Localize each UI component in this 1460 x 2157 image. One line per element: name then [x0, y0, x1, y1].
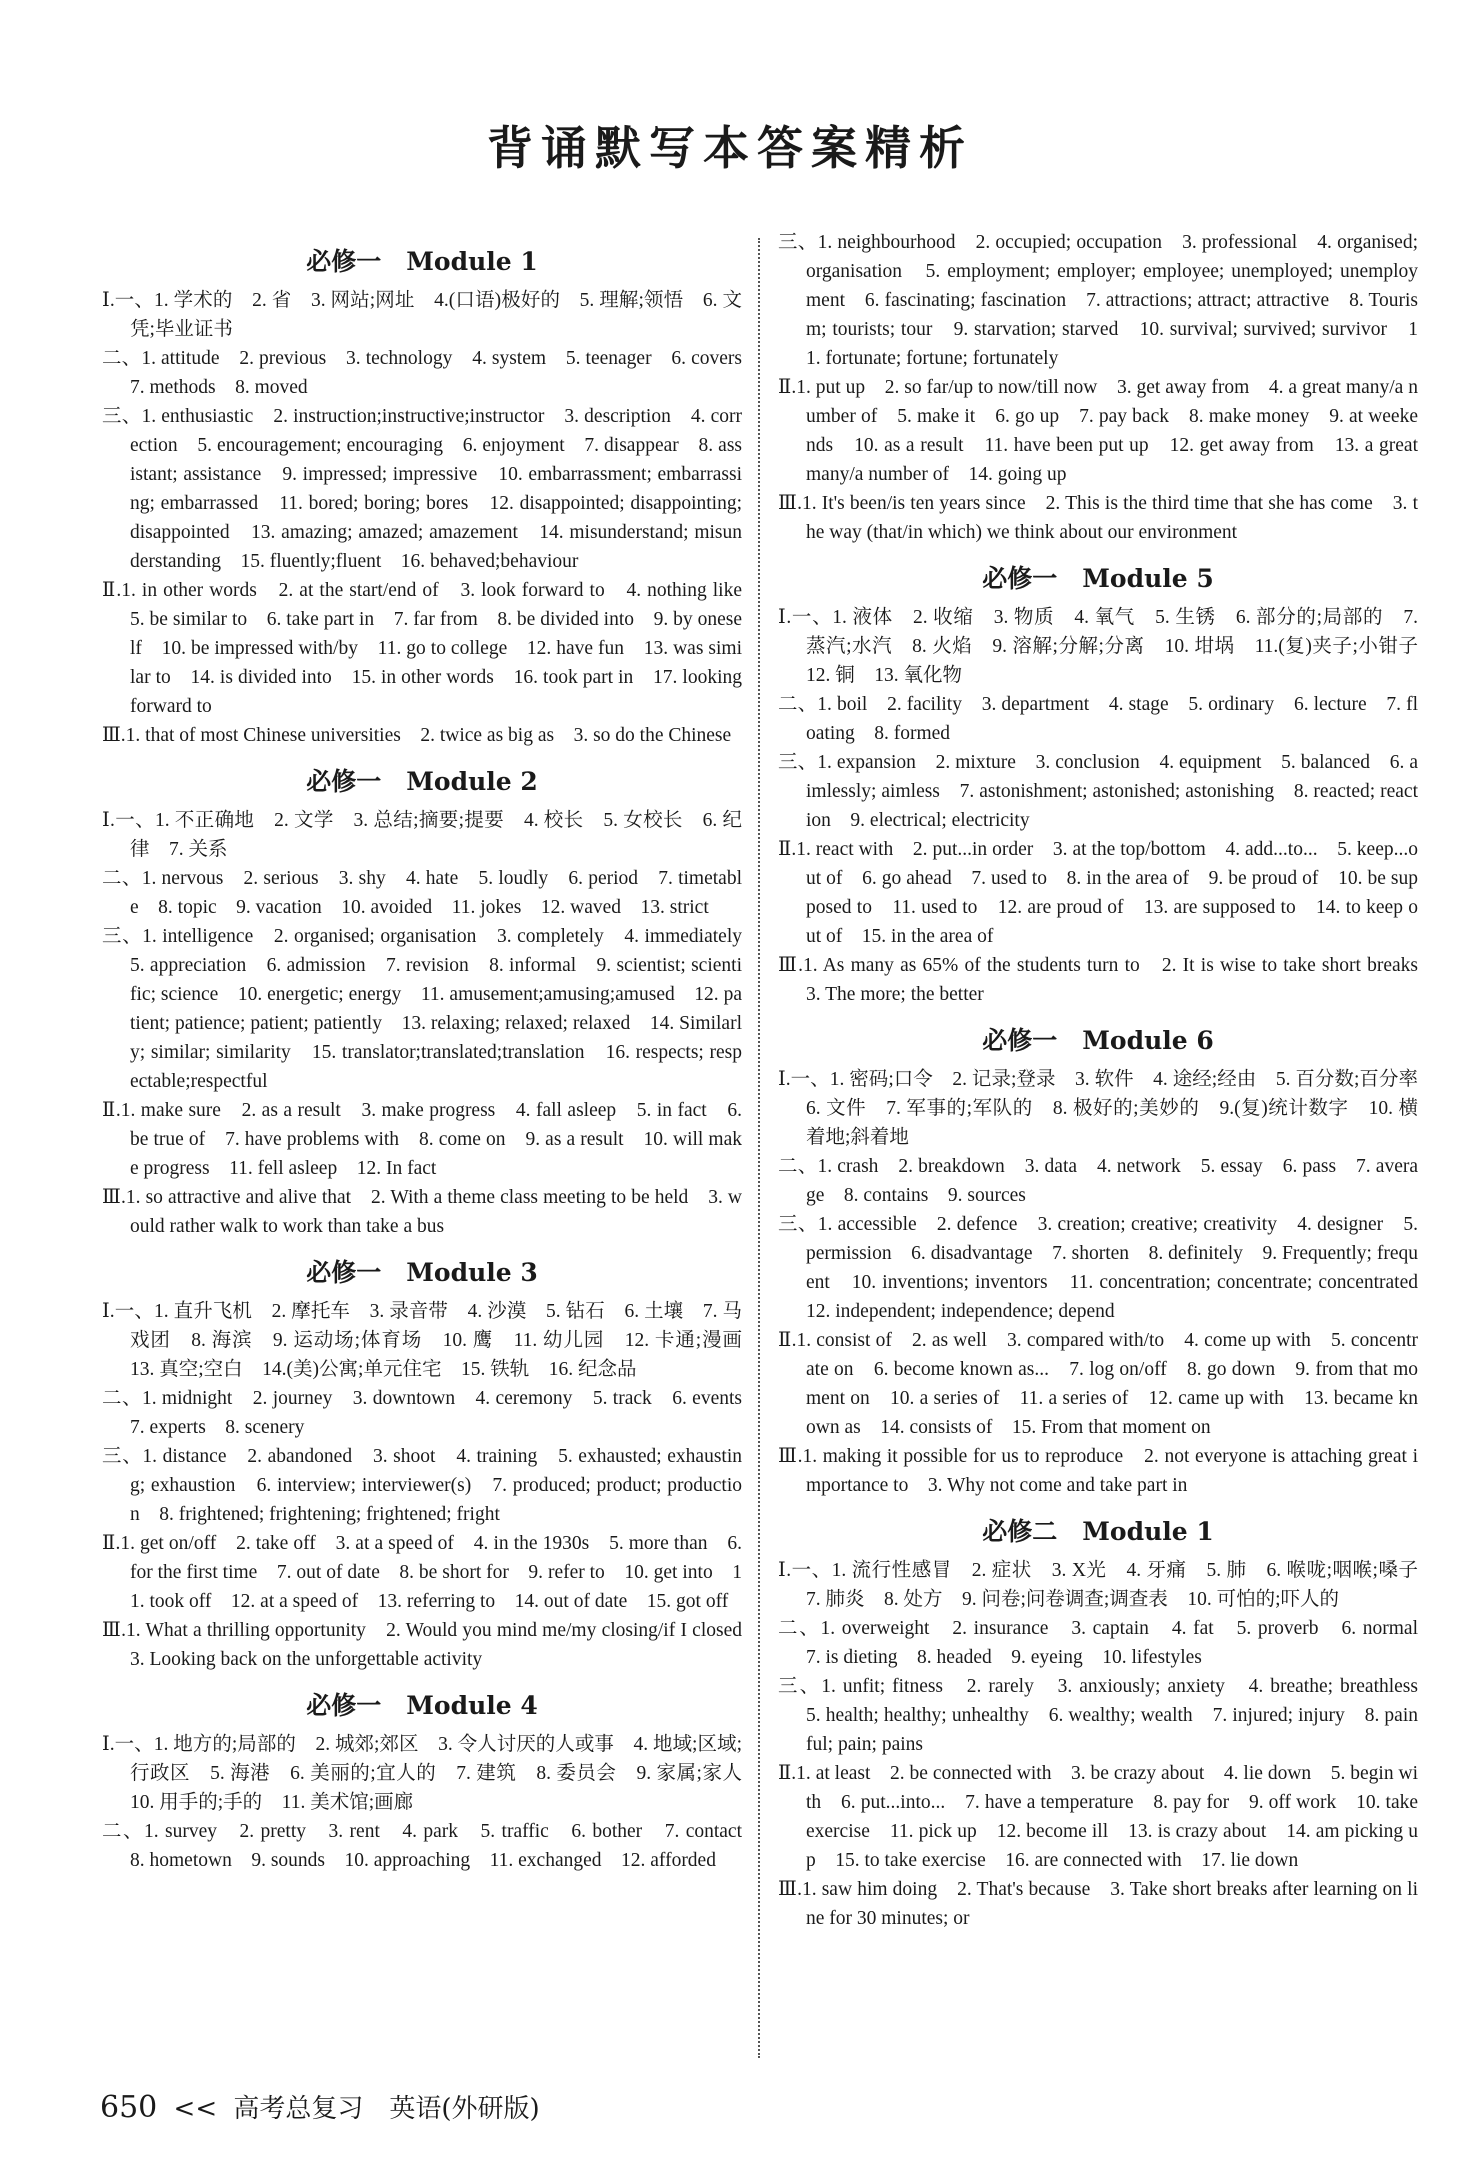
answer-paragraph: Ⅲ.1. saw him doing 2. That's because 3. Take short breaks after learning on line for 30 minutes; or: [778, 1879, 1418, 1929]
double-chevron-icon: <<: [173, 2094, 218, 2124]
answer-section: [778, 228, 1418, 547]
answer-paragraph: 二、1. overweight 2. insurance 3. captain 4. fat 5. proverb 6. normal 7. is dieting 8. headed 9. eyeing 10. lifestyles: [778, 1618, 1438, 1668]
answer-paragraph: 三、1. unfit; fitness 2. rarely 3. anxiously; anxiety 4. breathe; breathless 5. health; healthy; unhealthy 6. wealthy; wealth 7. injured; injury 8. painful; pain; pains: [778, 1676, 1438, 1755]
answer-section: [102, 1686, 762, 1875]
answer-paragraph: Ⅱ.1. at least 2. be connected with 3. be crazy about 4. lie down 5. begin with 6. put...into... 7. have a temperature 8. pay for 9. off work 10. take exercise 11. pick up 12. become ill 13. is crazy about 14. am picking up 15. to take exercise 16. are connected with 17. lie down: [778, 1763, 1418, 1871]
section-heading: 必修一 Module 2: [306, 767, 538, 796]
answer-paragraph: Ⅲ.1. so attractive and alive that 2. With a theme class meeting to be held 3. would rather walk to work than take a bus: [102, 1187, 742, 1237]
answer-paragraph: Ⅰ.一、1. 地方的;局部的 2. 城郊;郊区 3. 令人讨厌的人或事 4. 地域;区域;行政区 5. 海港 6. 美丽的;宜人的 7. 建筑 8. 委员会 9. 家属;家人 10. 用手的;手的 11. 美术馆;画廊: [102, 1734, 762, 1813]
answer-paragraph: 二、1. midnight 2. journey 3. downtown 4. ceremony 5. track 6. events 7. experts 8. scenery: [102, 1388, 762, 1438]
section-heading: 必修一 Module 1: [306, 247, 538, 276]
answer-paragraph: 二、1. boil 2. facility 3. department 4. stage 5. ordinary 6. lecture 7. floating 8. formed: [778, 694, 1418, 744]
answer-paragraph: 二、1. attitude 2. previous 3. technology 4. system 5. teenager 6. covers 7. methods 8. moved: [102, 348, 762, 398]
answer-section: [102, 762, 762, 1241]
answer-paragraph: Ⅰ.一、1. 流行性感冒 2. 症状 3. X光 4. 牙痛 5. 肺 6. 喉咙;咽喉;嗓子 7. 肺炎 8. 处方 9. 问卷;问卷调查;调查表 10. 可怕的;吓人的: [778, 1560, 1438, 1610]
left-column: [102, 230, 762, 1879]
answer-paragraph: Ⅱ.1. get on/off 2. take off 3. at a speed of 4. in the 1930s 5. more than 6. for the first time 7. out of date 8. be short for 9. refer to 10. get into 11. took off 12. at a speed of 13. referring to 14. out of date 15. got off: [102, 1533, 742, 1612]
answer-paragraph: Ⅲ.1. It's been/is ten years since 2. This is the third time that she has come 3. the way (that/in which) we think about our environment: [778, 493, 1418, 543]
answer-paragraph: 二、1. survey 2. pretty 3. rent 4. park 5. traffic 6. bother 7. contact 8. hometown 9. sounds 10. approaching 11. exchanged 12. afforded: [102, 1821, 762, 1871]
answer-paragraph: 三、1. accessible 2. defence 3. creation; creative; creativity 4. designer 5. permission 6. disadvantage 7. shorten 8. definitely 9. Frequently; frequent 10. inventions; inventors 11. concentration; concentrate; concentrated 12. independent; independence; depend: [778, 1214, 1438, 1322]
section-heading: 必修一 Module 3: [306, 1258, 538, 1287]
section-heading: 必修一 Module 6: [982, 1026, 1214, 1055]
answer-paragraph: Ⅱ.1. in other words 2. at the start/end of 3. look forward to 4. nothing like 5. be similar to 6. take part in 7. far from 8. be divided into 9. by oneself 10. be impressed with/by 11. go to college 12. have fun 13. was similar to 14. is divided into 15. in other words 16. took part in 17. looking forward to: [102, 580, 762, 717]
book-title: 高考总复习 英语(外研版): [233, 2094, 540, 2124]
answer-paragraph: Ⅲ.1. that of most Chinese universities 2. twice as big as 3. so do the Chinese: [102, 725, 732, 746]
page-number: 650: [100, 2090, 158, 2125]
answer-paragraph: Ⅰ.一、1. 直升飞机 2. 摩托车 3. 录音带 4. 沙漠 5. 钻石 6. 土壤 7. 马戏团 8. 海滨 9. 运动场;体育场 10. 鹰 11. 幼儿园 12. 卡通;漫画 13. 真空;空白 14.(美)公寓;单元住宅 15. 铁轨 16. 纪念品: [102, 1301, 762, 1380]
answer-section: [102, 1253, 762, 1674]
answer-paragraph: Ⅰ.一、1. 密码;口令 2. 记录;登录 3. 软件 4. 途经;经由 5. 百分数;百分率 6. 文件 7. 军事的;军队的 8. 极好的;美妙的 9.(复)统计数字 10. 横着地;斜着地: [778, 1069, 1438, 1148]
answer-paragraph: Ⅰ.一、1. 液体 2. 收缩 3. 物质 4. 氧气 5. 生锈 6. 部分的;局部的 7. 蒸汽;水汽 8. 火焰 9. 溶解;分解;分离 10. 坩埚 11.(复)夹子;小钳子 12. 铜 13. 氧化物: [778, 607, 1438, 686]
column-divider: [758, 238, 760, 2058]
answer-paragraph: Ⅱ.1. make sure 2. as a result 3. make progress 4. fall asleep 5. in fact 6. be true of 7. have problems with 8. come on 9. as a result 10. will make progress 11. fell asleep 12. In fact: [102, 1100, 742, 1179]
answer-paragraph: 三、1. neighbourhood 2. occupied; occupation 3. professional 4. organised; organisation 5. employment; employer; employee; unemployed; unemployment 6. fascinating; fascination 7. attractions; attract; attractive 8. Tourism; tourists; tour 9. starvation; starved 10. survival; survived; survivor 11. fortunate; fortune; fortunately: [778, 232, 1418, 369]
answer-paragraph: Ⅰ.一、1. 不正确地 2. 文学 3. 总结;摘要;提要 4. 校长 5. 女校长 6. 纪律 7. 关系: [102, 810, 742, 860]
answer-paragraph: Ⅱ.1. consist of 2. as well 3. compared with/to 4. come up with 5. concentrate on 6. become known as... 7. log on/off 8. go down 9. from that moment on 10. a series of 11. a series of 12. came up with 13. became known as 14. consists of 15. From that moment on: [778, 1330, 1418, 1438]
answer-section: [102, 242, 762, 750]
right-column: [778, 228, 1438, 1937]
answer-paragraph: 二、1. nervous 2. serious 3. shy 4. hate 5. loudly 6. period 7. timetable 8. topic 9. vacation 10. avoided 11. jokes 12. waved 13. strict: [102, 868, 742, 918]
section-heading: 必修二 Module 1: [982, 1517, 1214, 1546]
answer-paragraph: Ⅱ.1. put up 2. so far/up to now/till now 3. get away from 4. a great many/a number of 5. make it 6. go up 7. pay back 8. make money 9. at weekends 10. as a result 11. have been put up 12. get away from 13. a great many/a number of 14. going up: [778, 377, 1418, 485]
answer-paragraph: 三、1. distance 2. abandoned 3. shoot 4. training 5. exhausted; exhausting; exhaustion 6. interview; interviewer(s) 7. produced; product; production 8. frightened; frightening; frightened; fright: [102, 1446, 742, 1525]
answer-paragraph: Ⅲ.1. What a thrilling opportunity 2. Would you mind me/my closing/if I closed 3. Looking back on the unforgettable activity: [102, 1620, 762, 1670]
answer-paragraph: 二、1. crash 2. breakdown 3. data 4. network 5. essay 6. pass 7. average 8. contains 9. sources: [778, 1156, 1418, 1206]
page-title: 背诵默写本答案精析: [487, 121, 973, 175]
answer-paragraph: Ⅲ.1. making it possible for us to reproduce 2. not everyone is attaching great importance to 3. Why not come and take part in: [778, 1446, 1418, 1496]
answer-paragraph: 三、1. intelligence 2. organised; organisation 3. completely 4. immediately 5. appreciation 6. admission 7. revision 8. informal 9. scientist; scientific; science 10. energetic; energy 11. amusement;amusing;amused 12. patient; patience; patient; patiently 13. relaxing; relaxed; relaxed 14. Similarly; similar; similarity 15. translator;translated;translation 16. respects; respectable;respectful: [102, 926, 762, 1092]
section-heading: 必修一 Module 4: [306, 1691, 538, 1720]
section-heading: 必修一 Module 5: [982, 564, 1214, 593]
answer-section: [778, 559, 1438, 1009]
answer-paragraph: Ⅲ.1. As many as 65% of the students turn to 2. It is wise to take short breaks 3. The more; the better: [778, 955, 1438, 1005]
answer-section: [778, 1021, 1438, 1500]
answer-section: [778, 1512, 1438, 1933]
answer-paragraph: 三、1. expansion 2. mixture 3. conclusion 4. equipment 5. balanced 6. aimlessly; aimless 7. astonishment; astonished; astonishing 8. reacted; reaction 9. electrical; electricity: [778, 752, 1418, 831]
page-footer: [100, 2088, 540, 2125]
answer-paragraph: 三、1. enthusiastic 2. instruction;instructive;instructor 3. description 4. correction 5. encouragement; encouraging 6. enjoyment 7. disappear 8. assistant; assistance 9. impressed; impressive 10. embarrassment; embarrassing; embarrassed 11. bored; boring; bores 12. disappointed; disappointing; disappointed 13. amazing; amazed; amazement 14. misunderstand; misunderstanding 15. fluently;fluent 16. behaved;behaviour: [102, 406, 742, 572]
answer-paragraph: Ⅰ.一、1. 学术的 2. 省 3. 网站;网址 4.(口语)极好的 5. 理解;领悟 6. 文凭;毕业证书: [102, 290, 742, 340]
answer-paragraph: Ⅱ.1. react with 2. put...in order 3. at the top/bottom 4. add...to... 5. keep...out of 6. go ahead 7. used to 8. in the area of 9. be proud of 10. be supposed to 11. used to 12. are proud of 13. are supposed to 14. to keep out of 15. in the area of: [778, 839, 1418, 947]
